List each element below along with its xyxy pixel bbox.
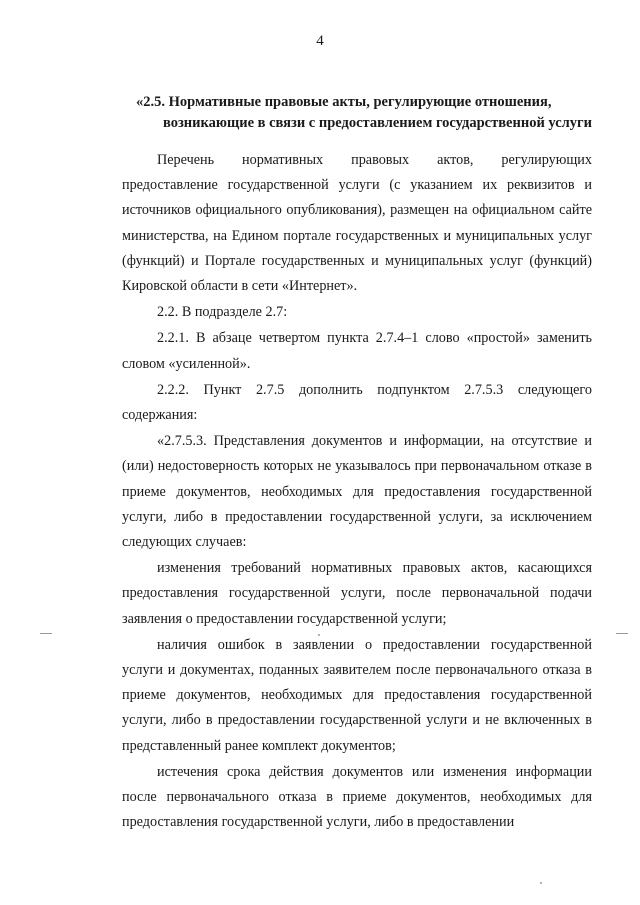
paragraph-requirements-change: изменения требований нормативных правовых актов, касающихся предоставления государственной услуги, после первоначальной подачи заявления о предоставлении государственной услуги; (122, 560, 592, 627)
section-heading (120, 92, 592, 134)
scan-edge-mark-right (616, 633, 628, 634)
paragraph-document-expiry: истечения срока действия документов или изменения информации после первоначального отказа в приеме документов, необходимых для предоставления государственной услуги, либо в предоставлении (122, 763, 592, 831)
scan-speck (540, 882, 542, 884)
paragraph-2-7-5-3: «2.7.5.3. Представления документов и информации, на отсутствие и (или) недостоверность которых не указывалось при первоначальном отказе в приеме документов, необходимых для предоставления государственной услуги, либо в предоставлении государственной услуги, за исключением следующих случаев: (122, 433, 592, 551)
paragraph-2-2-2: 2.2.2. Пункт 2.7.5 дополнить подпунктом 2.7.5.3 следующего содержания: (122, 381, 592, 424)
paragraph-2-2-1: 2.2.1. В абзаце четвертом пункта 2.7.4–1 слово «простой» заменить словом «усиленной». (122, 330, 592, 372)
document-body (122, 148, 592, 835)
scan-edge-mark-left (40, 633, 52, 634)
section-heading-line-2: возникающие в связи с предоставлением государственной услуги (162, 115, 592, 131)
paragraph-normative-acts: Перечень нормативных правовых актов, регулирующих предоставление государственной услуги (с указанием их реквизитов и источников официального опубликования), размещен на официальном сайте министерства, на Едином портале государственных и муниципальных услуг (функций) и Портале государственных и муниципальных услуг (функций) Кировской области в сети «Интернет». (122, 152, 592, 295)
page-number: 4 (316, 33, 324, 49)
scan-speck (318, 634, 320, 636)
paragraph-errors-in-application: наличия ошибок в заявлении о предоставлении государственной услуги и документах, поданных заявителем после первоначального отказа в приеме документов, необходимых для предоставления государственной услуги, либо в предоставлении государственной услуги и не включенных в представленный ранее комплект документов; (122, 636, 592, 754)
section-heading-line-1: «2.5. Нормативные правовые акты, регулирующие отношения, (136, 94, 552, 110)
paragraph-subsection-2-7: 2.2. В подразделе 2.7: (157, 304, 288, 321)
